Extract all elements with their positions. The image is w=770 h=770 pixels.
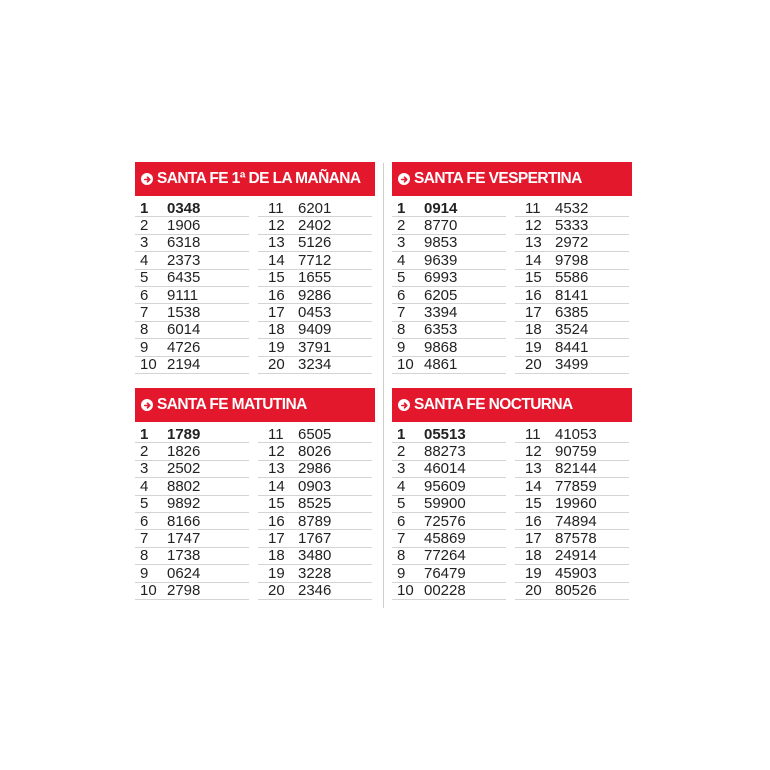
position-number: 20 bbox=[525, 582, 542, 600]
result-row bbox=[392, 270, 506, 287]
drawn-number: 9868 bbox=[424, 338, 458, 356]
position-number: 17 bbox=[268, 530, 285, 548]
result-row bbox=[258, 235, 372, 252]
result-row bbox=[258, 443, 372, 460]
result-row bbox=[258, 287, 372, 304]
position-number: 12 bbox=[525, 443, 542, 461]
position-number: 16 bbox=[268, 512, 285, 530]
result-row bbox=[135, 217, 249, 234]
position-number: 15 bbox=[525, 269, 542, 287]
drawn-number: 82144 bbox=[555, 460, 597, 478]
result-row bbox=[515, 357, 629, 374]
result-row bbox=[392, 217, 506, 234]
drawn-number: 2194 bbox=[167, 356, 201, 374]
result-row bbox=[515, 513, 629, 530]
results-column-left bbox=[392, 426, 506, 600]
position-number: 18 bbox=[525, 547, 542, 565]
result-row bbox=[135, 565, 249, 582]
drawn-number: 6505 bbox=[298, 425, 332, 443]
position-number: 16 bbox=[268, 286, 285, 304]
drawn-number: 74894 bbox=[555, 512, 597, 530]
drawn-number: 3234 bbox=[298, 356, 332, 374]
position-number: 13 bbox=[268, 234, 285, 252]
position-number: 17 bbox=[525, 304, 542, 322]
drawn-number: 4861 bbox=[424, 356, 458, 374]
drawn-number: 2502 bbox=[167, 460, 201, 478]
position-number: 3 bbox=[140, 234, 149, 252]
result-row bbox=[515, 322, 629, 339]
position-number: 10 bbox=[397, 356, 414, 374]
result-row bbox=[135, 322, 249, 339]
result-row bbox=[392, 339, 506, 356]
drawn-number: 3228 bbox=[298, 564, 332, 582]
results-column-right bbox=[258, 426, 372, 600]
drawn-number: 90759 bbox=[555, 443, 597, 461]
result-row bbox=[135, 496, 249, 513]
arrow-right-circle-icon bbox=[398, 173, 410, 185]
results-panel bbox=[392, 388, 632, 600]
drawn-number: 4726 bbox=[167, 338, 201, 356]
position-number: 8 bbox=[140, 321, 149, 339]
panel-header bbox=[392, 162, 632, 196]
drawn-number: 1789 bbox=[167, 425, 201, 443]
drawn-number: 95609 bbox=[424, 477, 466, 495]
drawn-number: 19960 bbox=[555, 495, 597, 513]
position-number: 13 bbox=[525, 234, 542, 252]
drawn-number: 8789 bbox=[298, 512, 332, 530]
result-row bbox=[135, 339, 249, 356]
position-number: 9 bbox=[140, 338, 149, 356]
position-number: 14 bbox=[525, 477, 542, 495]
drawn-number: 0453 bbox=[298, 304, 332, 322]
position-number: 5 bbox=[397, 495, 406, 513]
drawn-number: 72576 bbox=[424, 512, 466, 530]
result-row bbox=[135, 426, 249, 443]
drawn-number: 0903 bbox=[298, 477, 332, 495]
drawn-number: 80526 bbox=[555, 582, 597, 600]
position-number: 3 bbox=[140, 460, 149, 478]
position-number: 1 bbox=[397, 425, 406, 443]
position-number: 7 bbox=[140, 304, 149, 322]
result-row bbox=[258, 565, 372, 582]
drawn-number: 77859 bbox=[555, 477, 597, 495]
result-row bbox=[392, 565, 506, 582]
position-number: 8 bbox=[140, 547, 149, 565]
position-number: 13 bbox=[525, 460, 542, 478]
position-number: 12 bbox=[268, 217, 285, 235]
panel-title: SANTA FE NOCTURNA bbox=[414, 396, 573, 413]
result-row bbox=[392, 200, 506, 217]
drawn-number: 1655 bbox=[298, 269, 332, 287]
result-row bbox=[515, 304, 629, 321]
result-row bbox=[392, 443, 506, 460]
panel-header bbox=[135, 388, 375, 422]
result-row bbox=[515, 426, 629, 443]
center-divider bbox=[383, 163, 384, 608]
drawn-number: 0914 bbox=[424, 199, 458, 217]
result-row bbox=[515, 461, 629, 478]
result-row bbox=[135, 252, 249, 269]
drawn-number: 6205 bbox=[424, 286, 458, 304]
drawn-number: 46014 bbox=[424, 460, 466, 478]
result-row bbox=[258, 478, 372, 495]
panel-title: SANTA FE MATUTINA bbox=[157, 396, 307, 413]
result-row bbox=[258, 530, 372, 547]
panel-title: SANTA FE 1ª DE LA MAÑANA bbox=[157, 170, 361, 187]
position-number: 14 bbox=[268, 251, 285, 269]
result-row bbox=[258, 322, 372, 339]
result-row bbox=[515, 339, 629, 356]
results-column-left bbox=[135, 200, 249, 374]
position-number: 4 bbox=[397, 477, 406, 495]
position-number: 6 bbox=[397, 512, 406, 530]
result-row bbox=[258, 339, 372, 356]
position-number: 20 bbox=[268, 582, 285, 600]
result-row bbox=[392, 252, 506, 269]
drawn-number: 1826 bbox=[167, 443, 201, 461]
position-number: 5 bbox=[397, 269, 406, 287]
position-number: 9 bbox=[140, 564, 149, 582]
drawn-number: 2373 bbox=[167, 251, 201, 269]
result-row bbox=[392, 478, 506, 495]
position-number: 9 bbox=[397, 564, 406, 582]
position-number: 9 bbox=[397, 338, 406, 356]
result-row bbox=[515, 496, 629, 513]
position-number: 12 bbox=[525, 217, 542, 235]
position-number: 17 bbox=[525, 530, 542, 548]
position-number: 1 bbox=[140, 425, 149, 443]
position-number: 19 bbox=[525, 338, 542, 356]
drawn-number: 0624 bbox=[167, 564, 201, 582]
result-row bbox=[135, 530, 249, 547]
drawn-number: 9409 bbox=[298, 321, 332, 339]
drawn-number: 5333 bbox=[555, 217, 589, 235]
position-number: 8 bbox=[397, 547, 406, 565]
drawn-number: 8166 bbox=[167, 512, 201, 530]
position-number: 2 bbox=[397, 443, 406, 461]
drawn-number: 3394 bbox=[424, 304, 458, 322]
drawn-number: 45903 bbox=[555, 564, 597, 582]
result-row bbox=[515, 287, 629, 304]
drawn-number: 88273 bbox=[424, 443, 466, 461]
drawn-number: 9853 bbox=[424, 234, 458, 252]
position-number: 8 bbox=[397, 321, 406, 339]
result-row bbox=[258, 270, 372, 287]
result-row bbox=[392, 287, 506, 304]
arrow-right-circle-icon bbox=[398, 399, 410, 411]
position-number: 10 bbox=[140, 582, 157, 600]
result-row bbox=[258, 200, 372, 217]
result-row bbox=[392, 548, 506, 565]
position-number: 4 bbox=[140, 251, 149, 269]
result-row bbox=[135, 304, 249, 321]
position-number: 11 bbox=[525, 199, 541, 217]
drawn-number: 45869 bbox=[424, 530, 466, 548]
position-number: 18 bbox=[268, 547, 285, 565]
panel-header bbox=[135, 162, 375, 196]
panel-header bbox=[392, 388, 632, 422]
drawn-number: 6201 bbox=[298, 199, 332, 217]
result-row bbox=[135, 235, 249, 252]
position-number: 2 bbox=[397, 217, 406, 235]
result-row bbox=[515, 565, 629, 582]
drawn-number: 9798 bbox=[555, 251, 589, 269]
position-number: 7 bbox=[397, 304, 406, 322]
position-number: 19 bbox=[268, 564, 285, 582]
drawn-number: 87578 bbox=[555, 530, 597, 548]
drawn-number: 3791 bbox=[298, 338, 332, 356]
drawn-number: 5586 bbox=[555, 269, 589, 287]
drawn-number: 24914 bbox=[555, 547, 597, 565]
drawn-number: 3480 bbox=[298, 547, 332, 565]
result-row bbox=[515, 443, 629, 460]
results-panel bbox=[135, 388, 375, 600]
result-row bbox=[392, 583, 506, 600]
result-row bbox=[135, 583, 249, 600]
drawn-number: 0348 bbox=[167, 199, 201, 217]
position-number: 19 bbox=[525, 564, 542, 582]
drawn-number: 1906 bbox=[167, 217, 201, 235]
position-number: 2 bbox=[140, 217, 149, 235]
result-row bbox=[135, 443, 249, 460]
position-number: 7 bbox=[140, 530, 149, 548]
result-row bbox=[392, 530, 506, 547]
drawn-number: 2986 bbox=[298, 460, 332, 478]
drawn-number: 9111 bbox=[167, 286, 199, 304]
position-number: 11 bbox=[268, 425, 284, 443]
results-column-left bbox=[135, 426, 249, 600]
panel-title: SANTA FE VESPERTINA bbox=[414, 170, 582, 187]
position-number: 2 bbox=[140, 443, 149, 461]
result-row bbox=[258, 217, 372, 234]
drawn-number: 4532 bbox=[555, 199, 589, 217]
drawn-number: 6385 bbox=[555, 304, 589, 322]
drawn-number: 2972 bbox=[555, 234, 589, 252]
result-row bbox=[515, 548, 629, 565]
drawn-number: 59900 bbox=[424, 495, 466, 513]
result-row bbox=[135, 461, 249, 478]
position-number: 4 bbox=[140, 477, 149, 495]
results-column-right bbox=[515, 426, 629, 600]
result-row bbox=[135, 548, 249, 565]
drawn-number: 76479 bbox=[424, 564, 466, 582]
drawn-number: 77264 bbox=[424, 547, 466, 565]
drawn-number: 5126 bbox=[298, 234, 332, 252]
result-row bbox=[258, 548, 372, 565]
drawn-number: 05513 bbox=[424, 425, 466, 443]
position-number: 12 bbox=[268, 443, 285, 461]
position-number: 16 bbox=[525, 512, 542, 530]
drawn-number: 9286 bbox=[298, 286, 332, 304]
position-number: 14 bbox=[268, 477, 285, 495]
drawn-number: 2402 bbox=[298, 217, 332, 235]
position-number: 19 bbox=[268, 338, 285, 356]
position-number: 6 bbox=[140, 286, 149, 304]
results-column-right bbox=[258, 200, 372, 374]
drawn-number: 6014 bbox=[167, 321, 201, 339]
results-panel bbox=[392, 162, 632, 374]
result-row bbox=[135, 513, 249, 530]
result-row bbox=[392, 235, 506, 252]
result-row bbox=[392, 426, 506, 443]
result-row bbox=[515, 217, 629, 234]
position-number: 14 bbox=[525, 251, 542, 269]
drawn-number: 6318 bbox=[167, 234, 201, 252]
drawn-number: 6353 bbox=[424, 321, 458, 339]
drawn-number: 1738 bbox=[167, 547, 201, 565]
position-number: 11 bbox=[268, 199, 284, 217]
result-row bbox=[258, 461, 372, 478]
position-number: 1 bbox=[397, 199, 406, 217]
drawn-number: 7712 bbox=[298, 251, 332, 269]
position-number: 18 bbox=[268, 321, 285, 339]
position-number: 6 bbox=[397, 286, 406, 304]
position-number: 10 bbox=[140, 356, 157, 374]
drawn-number: 9892 bbox=[167, 495, 201, 513]
position-number: 3 bbox=[397, 460, 406, 478]
position-number: 13 bbox=[268, 460, 285, 478]
result-row bbox=[258, 496, 372, 513]
position-number: 10 bbox=[397, 582, 414, 600]
result-row bbox=[392, 322, 506, 339]
drawn-number: 00228 bbox=[424, 582, 466, 600]
result-row bbox=[515, 200, 629, 217]
position-number: 15 bbox=[268, 495, 285, 513]
position-number: 15 bbox=[525, 495, 542, 513]
position-number: 11 bbox=[525, 425, 541, 443]
drawn-number: 2346 bbox=[298, 582, 332, 600]
drawn-number: 1747 bbox=[167, 530, 201, 548]
drawn-number: 41053 bbox=[555, 425, 597, 443]
result-row bbox=[135, 357, 249, 374]
position-number: 7 bbox=[397, 530, 406, 548]
result-row bbox=[258, 583, 372, 600]
arrow-right-circle-icon bbox=[141, 399, 153, 411]
position-number: 5 bbox=[140, 269, 149, 287]
position-number: 4 bbox=[397, 251, 406, 269]
result-row bbox=[392, 461, 506, 478]
results-column-left bbox=[392, 200, 506, 374]
position-number: 1 bbox=[140, 199, 149, 217]
drawn-number: 3524 bbox=[555, 321, 589, 339]
position-number: 3 bbox=[397, 234, 406, 252]
position-number: 18 bbox=[525, 321, 542, 339]
drawn-number: 8802 bbox=[167, 477, 201, 495]
result-row bbox=[392, 496, 506, 513]
drawn-number: 8770 bbox=[424, 217, 458, 235]
results-column-right bbox=[515, 200, 629, 374]
result-row bbox=[258, 513, 372, 530]
drawn-number: 1538 bbox=[167, 304, 201, 322]
drawn-number: 6435 bbox=[167, 269, 201, 287]
drawn-number: 8441 bbox=[555, 338, 589, 356]
position-number: 20 bbox=[268, 356, 285, 374]
drawn-number: 8026 bbox=[298, 443, 332, 461]
result-row bbox=[258, 426, 372, 443]
result-row bbox=[515, 530, 629, 547]
results-panel bbox=[135, 162, 375, 374]
result-row bbox=[135, 270, 249, 287]
result-row bbox=[515, 583, 629, 600]
drawn-number: 6993 bbox=[424, 269, 458, 287]
drawn-number: 8525 bbox=[298, 495, 332, 513]
drawn-number: 8141 bbox=[555, 286, 589, 304]
position-number: 5 bbox=[140, 495, 149, 513]
drawn-number: 1767 bbox=[298, 530, 332, 548]
result-row bbox=[515, 252, 629, 269]
result-row bbox=[392, 304, 506, 321]
result-row bbox=[515, 235, 629, 252]
result-row bbox=[135, 478, 249, 495]
result-row bbox=[258, 357, 372, 374]
arrow-right-circle-icon bbox=[141, 173, 153, 185]
drawn-number: 3499 bbox=[555, 356, 589, 374]
position-number: 20 bbox=[525, 356, 542, 374]
drawn-number: 2798 bbox=[167, 582, 201, 600]
result-row bbox=[392, 513, 506, 530]
result-row bbox=[515, 478, 629, 495]
result-row bbox=[515, 270, 629, 287]
result-row bbox=[258, 252, 372, 269]
result-row bbox=[135, 200, 249, 217]
position-number: 16 bbox=[525, 286, 542, 304]
position-number: 6 bbox=[140, 512, 149, 530]
result-row bbox=[392, 357, 506, 374]
position-number: 17 bbox=[268, 304, 285, 322]
drawn-number: 9639 bbox=[424, 251, 458, 269]
position-number: 15 bbox=[268, 269, 285, 287]
result-row bbox=[258, 304, 372, 321]
result-row bbox=[135, 287, 249, 304]
